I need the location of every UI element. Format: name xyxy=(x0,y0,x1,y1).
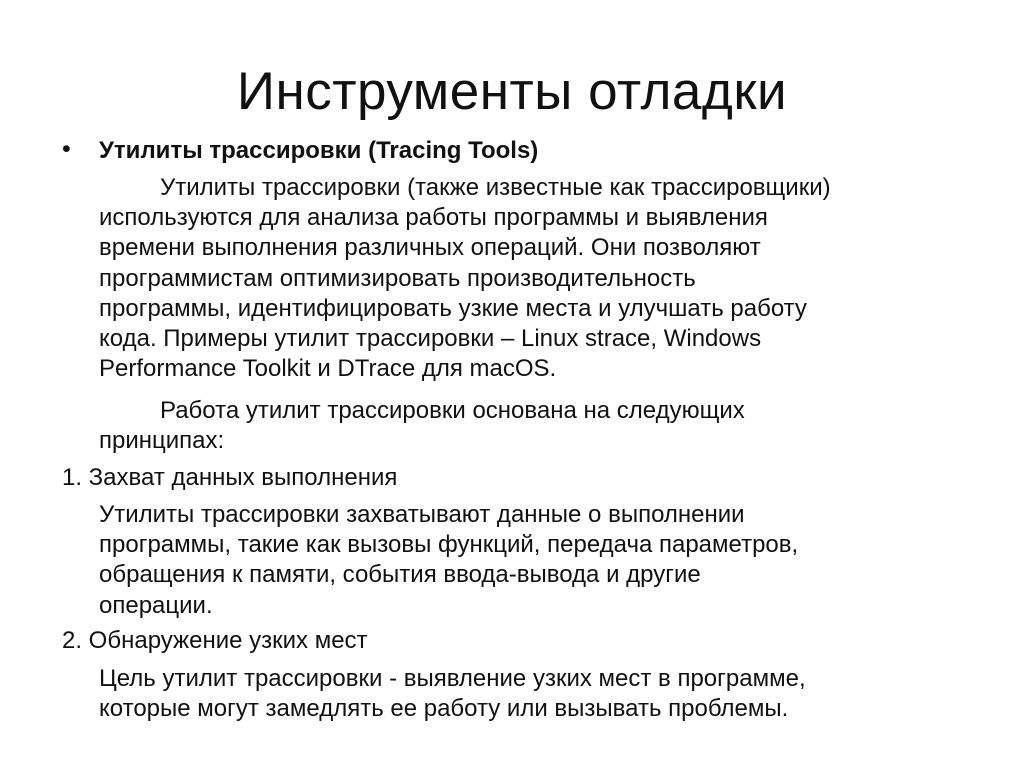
item-paragraph-bottlenecks xyxy=(99,664,979,724)
slide-title: Инструменты отладки xyxy=(236,62,788,121)
text-line: кода. Примеры утилит трассировки – Linux strace, Windows xyxy=(99,325,762,353)
text-line: программы, такие как вызовы функций, передача параметров, xyxy=(99,531,799,559)
text-line: времени выполнения различных операций. Они позволяют xyxy=(99,234,761,262)
item-heading-capture: 1. Захват данных выполнения xyxy=(62,464,398,491)
text-line: принципах: xyxy=(99,427,225,455)
text-line: операции. xyxy=(99,591,213,619)
item-paragraph-capture xyxy=(99,500,979,621)
text-line: используются для анализа работы программы и выявления xyxy=(99,204,768,232)
text-line: Performance Toolkit и DTrace для macOS. xyxy=(99,355,557,383)
text-line: Утилиты трассировки (также известные как трассировщики) xyxy=(160,174,831,201)
text-line: Цель утилит трассировки - выявление узких мест в программе, xyxy=(99,665,806,692)
text-line: которые могут замедлять ее работу или вызывать проблемы. xyxy=(99,695,789,723)
text-line: программы, идентифицировать узкие места и улучшать работу xyxy=(99,294,807,322)
bullet-symbol: • xyxy=(62,135,71,163)
principles-paragraph xyxy=(99,396,979,456)
item-heading-bottlenecks: 2. Обнаружение узких мест xyxy=(62,627,368,654)
text-line: программистам оптимизировать производительность xyxy=(99,264,696,292)
intro-paragraph xyxy=(99,173,979,384)
text-line: Утилиты трассировки захватывают данные о выполнении xyxy=(99,501,745,528)
bullet-heading: Утилиты трассировки (Tracing Tools) xyxy=(99,137,539,164)
text-line: Работа утилит трассировки основана на следующих xyxy=(160,397,745,424)
text-line: обращения к памяти, события ввода-вывода и другие xyxy=(99,561,701,589)
